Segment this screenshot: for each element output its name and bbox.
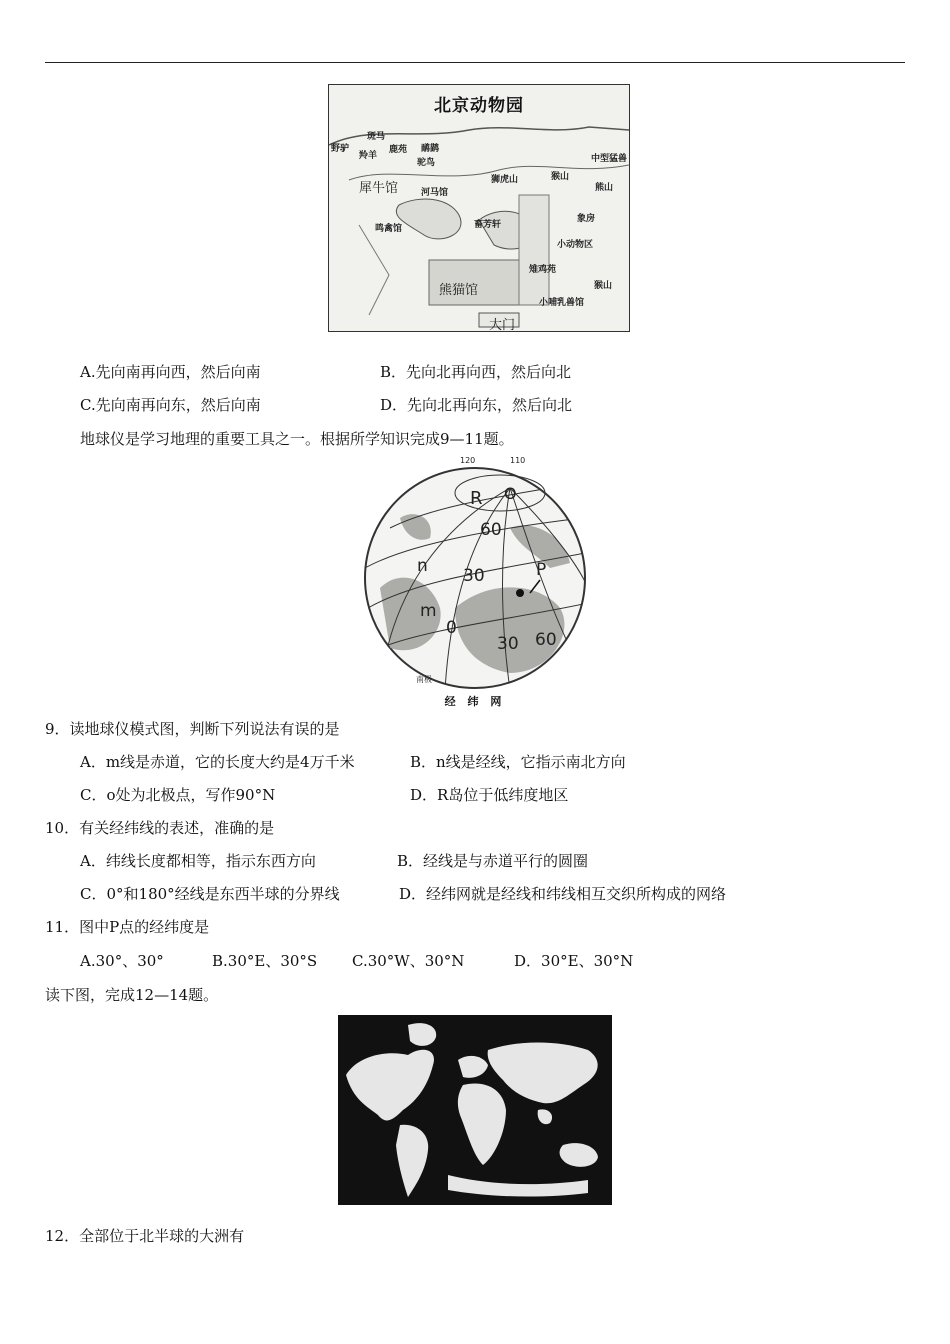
q11-option-c: C.30°W、30°N [352,952,465,970]
beijing-zoo-map [328,84,630,332]
zoo-label: 鹿苑 [389,145,408,155]
zoo-label: 中型猛兽 [591,154,628,164]
zoo-label: 鸸鹋 [421,144,440,154]
zoo-map-title: 北京动物园 [434,96,524,116]
globe-label-m: m [420,601,437,621]
zoo-label: 犀牛馆 [359,181,399,196]
globe-lon-60: 60 [535,630,557,650]
zoo-label: 猴山 [594,281,613,291]
world-map-drawing [338,1015,612,1205]
zoo-label: 熊山 [595,183,614,193]
zoo-label: 雉鸡苑 [529,265,557,275]
globe-lat-s30: 30 [497,634,519,654]
q8-option-b: B．先向北再向西，然后向北 [380,363,572,381]
q8-option-d: D．先向北再向东，然后向北 [380,396,573,414]
q9-option-a: A．m线是赤道，它的长度大约是4万千米 [80,753,355,771]
q10-option-b: B．经线是与赤道平行的圆圈 [397,852,589,870]
q8-option-c: C.先向南再向东，然后向南 [80,396,261,414]
globe-lon-120: 120 [460,456,476,465]
q9-option-b: B．n线是经线，它指示南北方向 [410,753,626,771]
zoo-label: 小哺乳兽馆 [539,298,585,308]
globe-lat-0: 0 [446,618,457,638]
globe-lat-60: 60 [480,520,502,540]
q10-option-c: C．0°和180°经线是东西半球的分界线 [80,885,340,903]
zoo-label: 畜芳轩 [474,220,502,230]
globe-label-o: O [504,484,517,503]
q9-option-c: C．o处为北极点，写作90°N [80,786,276,804]
globe-lon-110: 110 [510,456,526,465]
q8-option-a: A.先向南再向西，然后向南 [80,363,261,381]
zoo-label: 象房 [577,214,596,224]
q11-option-a: A.30°、30° [80,952,164,970]
world-map-figure [338,1015,612,1205]
zoo-label: 大门 [489,318,516,332]
q10-option-d: D．经纬网就是经线和纬线相互交织所构成的网络 [399,885,727,903]
zoo-label: 狮虎山 [491,175,519,185]
zoo-label: 野驴 [331,144,350,154]
zoo-label: 熊猫馆 [439,283,479,298]
q9-stem: 9．读地球仪模式图，判断下列说法有误的是 [45,720,340,738]
q10-stem: 10．有关经纬线的表述，准确的是 [45,819,275,837]
zoo-label: 斑马 [367,132,386,142]
zoo-label: 猴山 [551,172,570,182]
intro-12-14: 读下图，完成12—14题。 [45,986,219,1004]
zoo-label: 鸣禽馆 [375,224,403,234]
q12-stem: 12．全部位于北半球的大洲有 [45,1227,245,1245]
q11-option-d: D．30°E、30°N [514,952,634,970]
globe-lat-30: 30 [463,566,485,586]
header-rule [45,62,905,63]
globe-label-p: P [536,560,547,580]
zoo-label: 小动物区 [557,240,594,250]
intro-9-11: 地球仪是学习地理的重要工具之一。根据所学知识完成9—11题。 [80,430,514,448]
globe-label-n: n [417,556,428,576]
q11-stem: 11．图中P点的经纬度是 [45,918,210,936]
globe-caption: 经 纬 网 [444,695,506,708]
zoo-label: 河马馆 [421,188,449,198]
q11-option-b: B.30°E、30°S [212,952,318,970]
globe-label-r: R [470,488,483,509]
q9-option-d: D．R岛位于低纬度地区 [410,786,569,804]
globe-south-label: 南极 [416,675,432,684]
globe-figure [360,458,590,710]
zoo-label: 羚羊 [359,151,378,161]
q10-option-a: A．纬线长度都相等，指示东西方向 [80,852,316,870]
zoo-label: 驼鸟 [417,158,436,168]
